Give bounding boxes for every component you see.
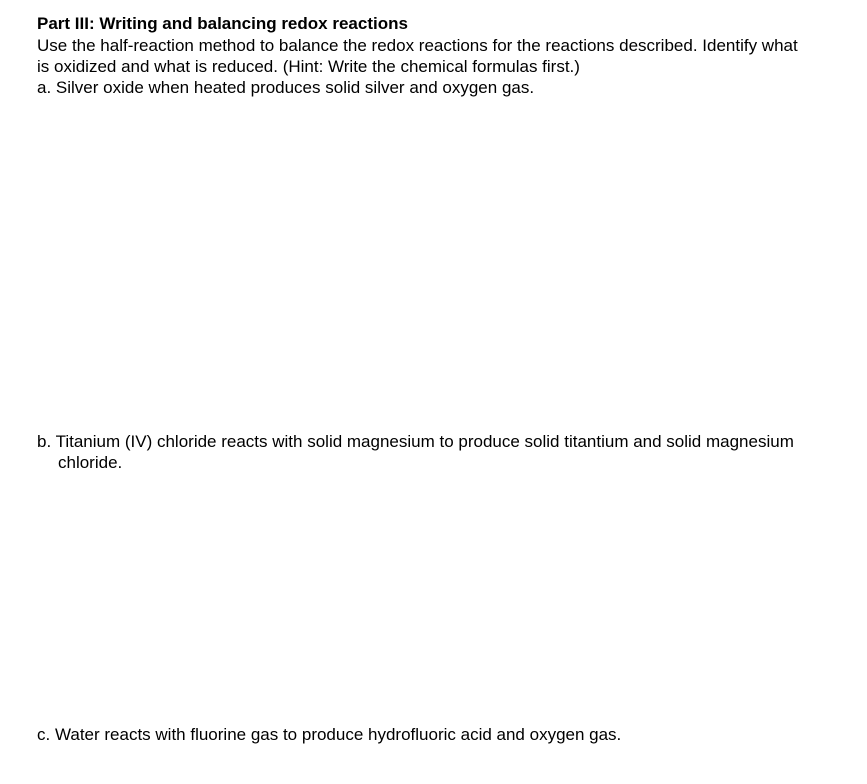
instructions-line-2: is oxidized and what is reduced. (Hint: Write the chemical formulas first.)	[37, 57, 580, 76]
question-b: b. Titanium (IV) chloride reacts with solid magnesium to produce solid titantium and solid magnesium	[37, 432, 794, 451]
question-b-continued: chloride.	[58, 453, 123, 472]
question-c: c. Water reacts with fluorine gas to produce hydrofluoric acid and oxygen gas.	[37, 725, 622, 744]
question-a: a. Silver oxide when heated produces solid silver and oxygen gas.	[37, 78, 535, 97]
section-heading: Part III: Writing and balancing redox reactions	[37, 14, 408, 33]
instructions-line-1: Use the half-reaction method to balance the redox reactions for the reactions described. Identify what	[37, 36, 798, 55]
